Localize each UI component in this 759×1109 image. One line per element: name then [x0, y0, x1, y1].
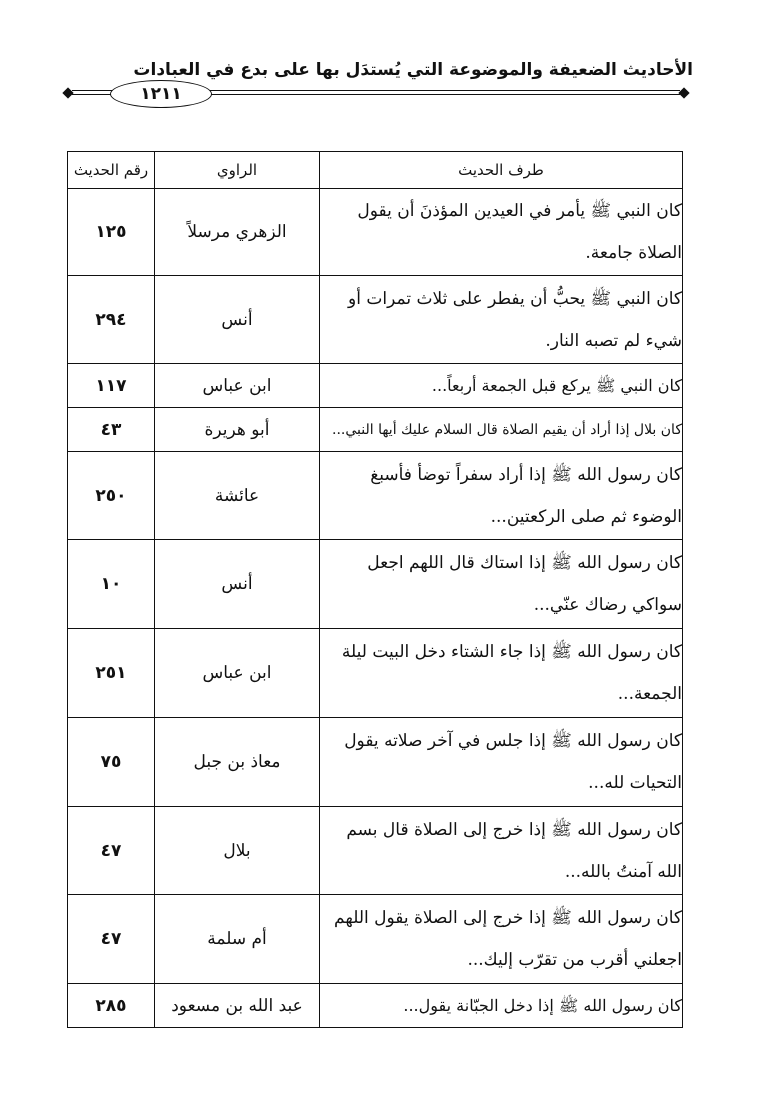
- page-number: ١٢١١: [110, 80, 212, 108]
- column-header-hadith-number: رقم الحديث: [68, 152, 155, 189]
- table-header-row: [68, 152, 683, 189]
- hadith-number-cell: ١١٧: [68, 364, 155, 408]
- table-row: [68, 540, 683, 629]
- hadith-text-cell: كان رسول الله ﷺ إذا أراد سفراً توضأ فأسبغ الوضوء ثم صلى الركعتين...: [320, 452, 683, 540]
- table-row: [68, 629, 683, 718]
- narrator-cell: أنس: [155, 540, 320, 629]
- running-title: الأحاديث الضعيفة والموضوعة التي يُستدَل بها على بدع في العبادات: [133, 60, 693, 80]
- table-row: [68, 984, 683, 1028]
- page-header: [0, 0, 759, 130]
- column-header-hadith-text: طرف الحديث: [320, 152, 683, 189]
- table-row: [68, 895, 683, 984]
- narrator-cell: ابن عباس: [155, 364, 320, 408]
- hadith-text-cell: كان رسول الله ﷺ إذا دخل الجبّانة يقول...: [320, 984, 683, 1028]
- table-row: [68, 364, 683, 408]
- narrator-cell: عبد الله بن مسعود: [155, 984, 320, 1028]
- hadith-number-cell: ٢٩٤: [68, 276, 155, 364]
- narrator-cell: بلال: [155, 807, 320, 895]
- narrator-cell: أم سلمة: [155, 895, 320, 984]
- table-row: [68, 189, 683, 276]
- hadith-text-cell: كان رسول الله ﷺ إذا خرج إلى الصلاة قال بسم الله آمنتُ بالله...: [320, 807, 683, 895]
- hadith-text-cell: كان رسول الله ﷺ إذا جلس في آخر صلاته يقول التحيات لله...: [320, 718, 683, 807]
- hadith-text-cell: كان رسول الله ﷺ إذا استاك قال اللهم اجعل سواكي رضاك عنّي...: [320, 540, 683, 629]
- hadith-text-cell: كان رسول الله ﷺ إذا خرج إلى الصلاة يقول اللهم اجعلني أقرب من تقرّب إليك...: [320, 895, 683, 984]
- narrator-cell: أنس: [155, 276, 320, 364]
- narrator-cell: أبو هريرة: [155, 408, 320, 452]
- hadith-text-cell: كان رسول الله ﷺ إذا جاء الشتاء دخل البيت ليلة الجمعة...: [320, 629, 683, 718]
- narrator-cell: معاذ بن جبل: [155, 718, 320, 807]
- hadith-text-cell: كان النبي ﷺ يركع قبل الجمعة أربعاً...: [320, 364, 683, 408]
- hadith-number-cell: ٢٥١: [68, 629, 155, 718]
- hadith-text-cell: كان النبي ﷺ يحبُّ أن يفطر على ثلاث تمرات أو شيء لم تصبه النار.: [320, 276, 683, 364]
- narrator-cell: الزهري مرسلاً: [155, 189, 320, 276]
- hadith-text-cell: كان بلال إذا أراد أن يقيم الصلاة قال السلام عليك أيها النبي...: [320, 408, 683, 452]
- table-row: [68, 276, 683, 364]
- narrator-cell: ابن عباس: [155, 629, 320, 718]
- hadith-number-cell: ٢٨٥: [68, 984, 155, 1028]
- narrator-cell: عائشة: [155, 452, 320, 540]
- table-row: [68, 408, 683, 452]
- hadith-table: [67, 151, 683, 1028]
- column-header-narrator: الراوي: [155, 152, 320, 189]
- table-row: [68, 718, 683, 807]
- hadith-number-cell: ١٠: [68, 540, 155, 629]
- hadith-number-cell: ٢٥٠: [68, 452, 155, 540]
- table-row: [68, 807, 683, 895]
- hadith-text-cell: كان النبي ﷺ يأمر في العيدين المؤذنَ أن يقول الصلاة جامعة.: [320, 189, 683, 276]
- hadith-number-cell: ٤٣: [68, 408, 155, 452]
- hadith-number-cell: ٤٧: [68, 895, 155, 984]
- hadith-number-cell: ٧٥: [68, 718, 155, 807]
- diamond-ornament-right: [678, 87, 689, 98]
- table-row: [68, 452, 683, 540]
- hadith-number-cell: ٤٧: [68, 807, 155, 895]
- hadith-number-cell: ١٢٥: [68, 189, 155, 276]
